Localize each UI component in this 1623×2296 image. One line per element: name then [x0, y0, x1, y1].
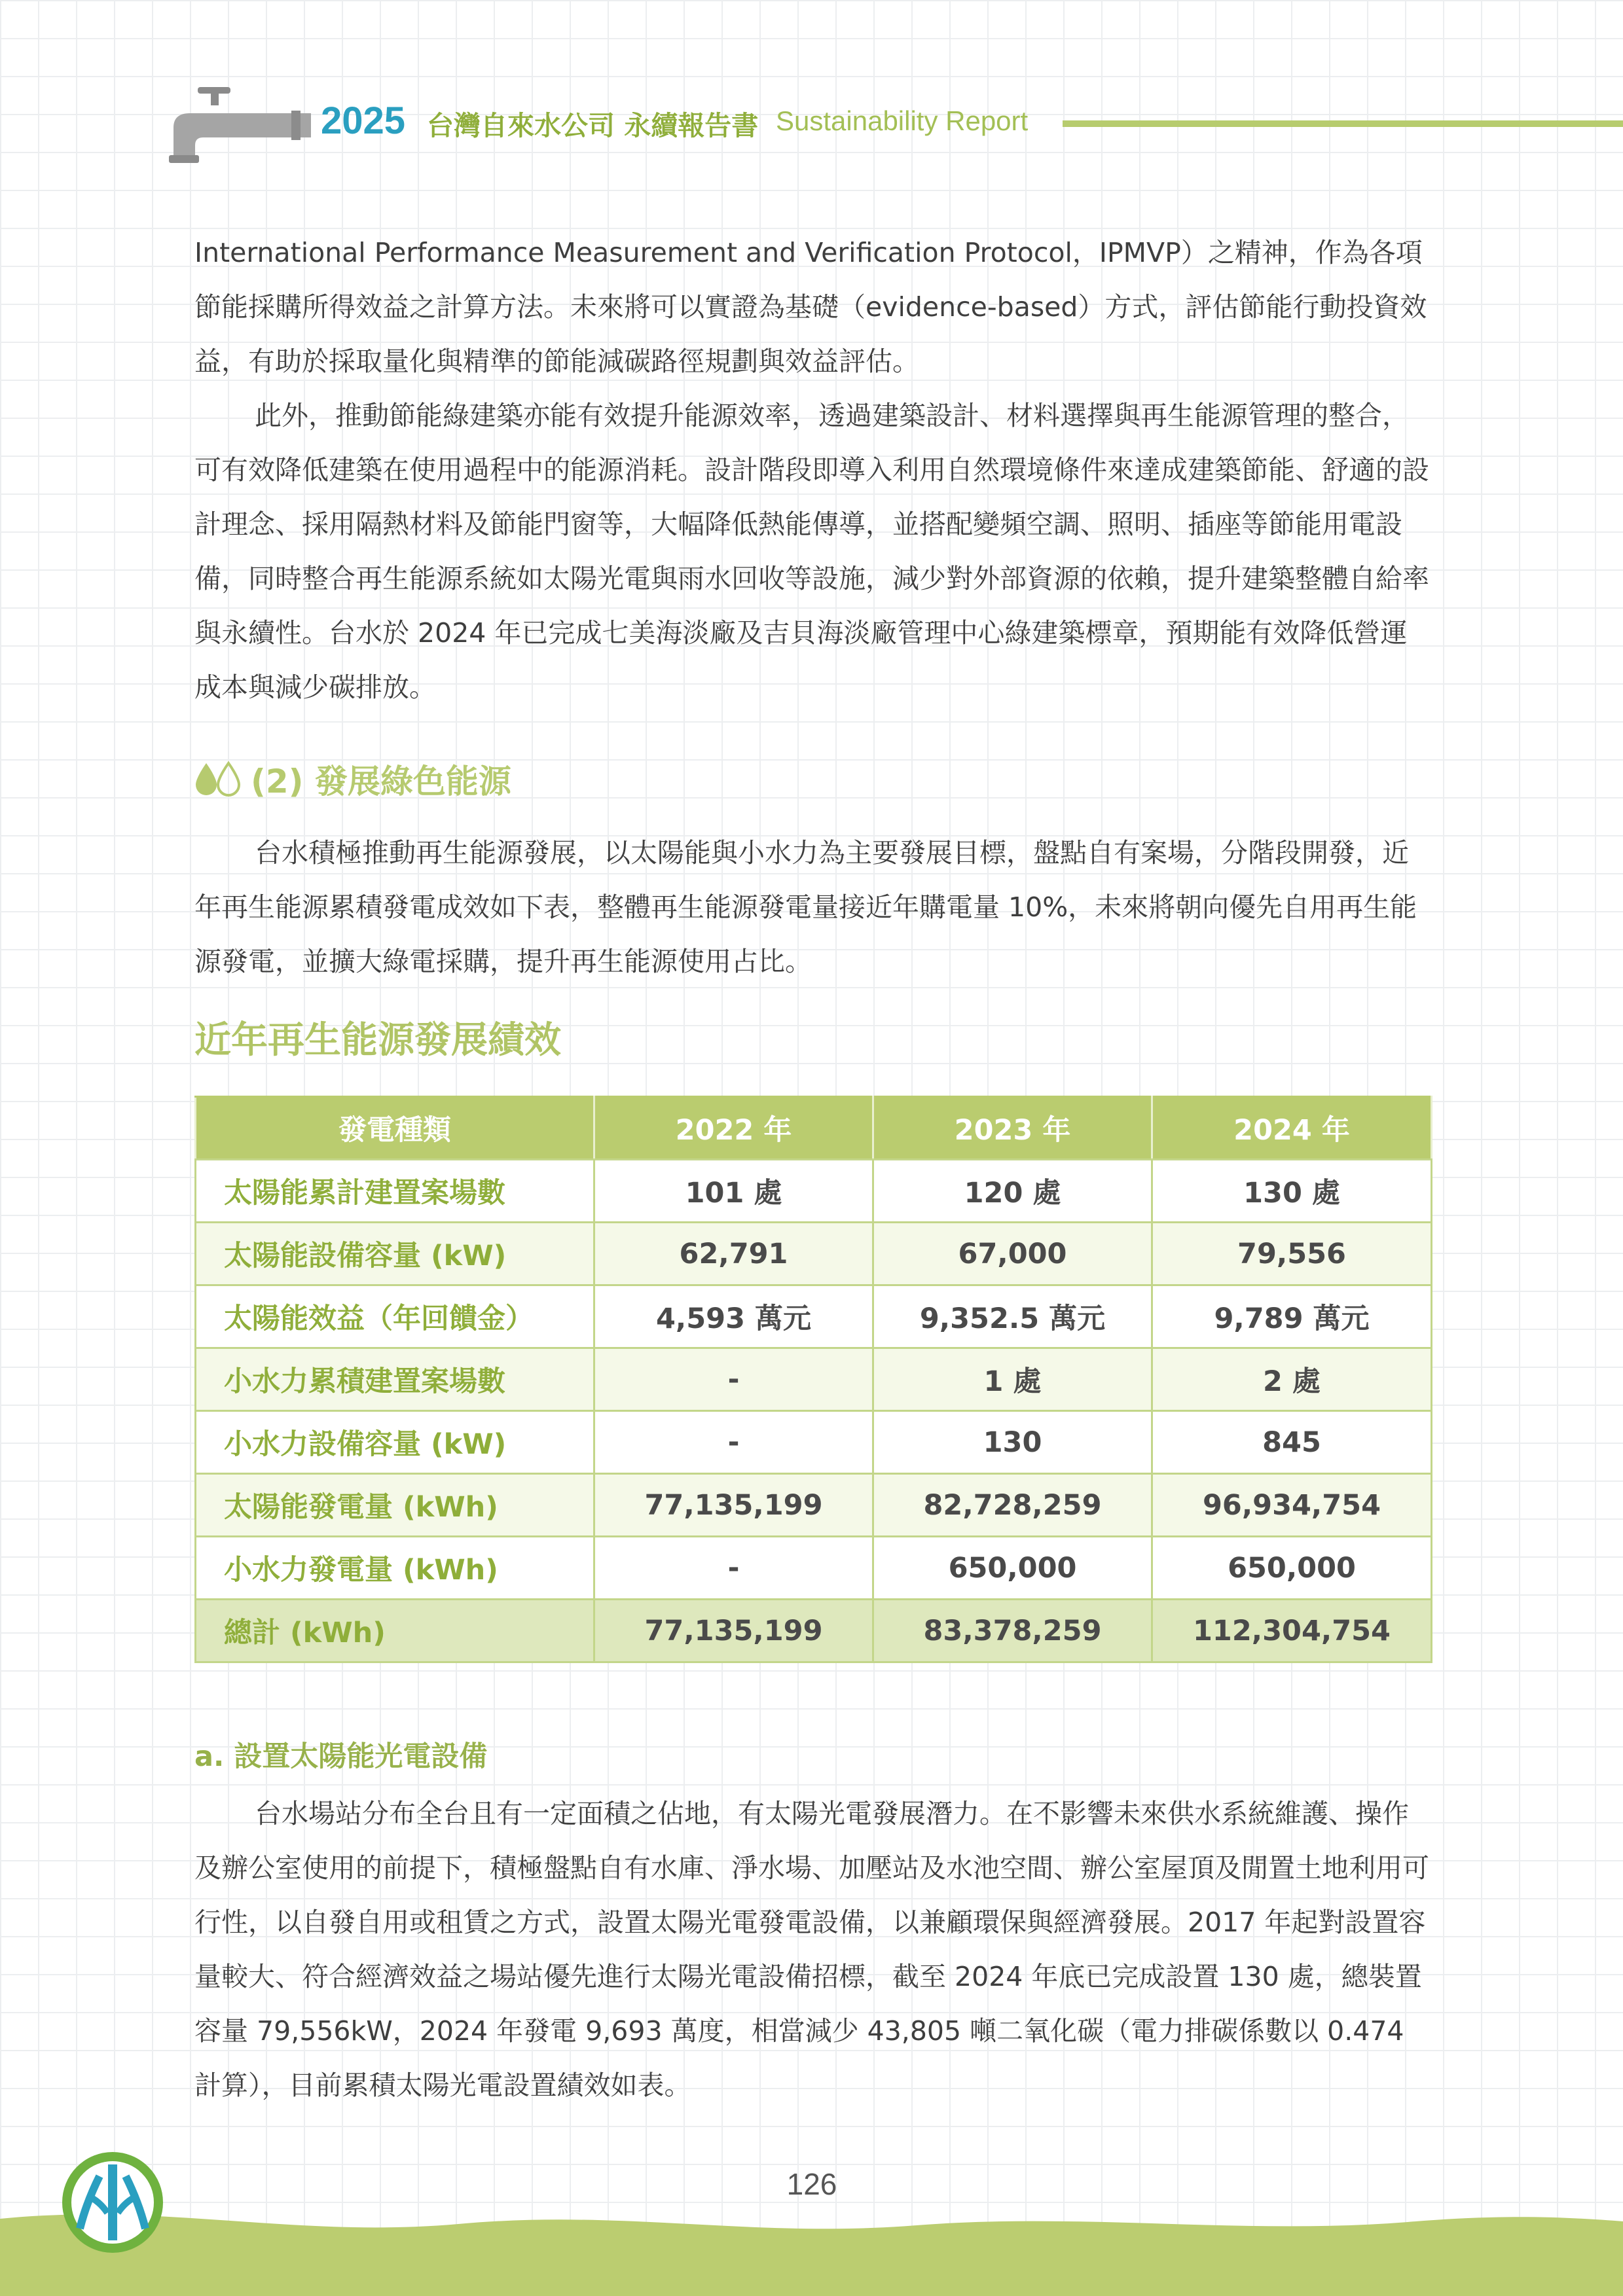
row-label: 太陽能效益（年回饋金）	[196, 1285, 594, 1348]
footer-wave	[0, 2199, 1623, 2296]
table-row	[196, 1411, 1432, 1474]
table-cell: -	[594, 1537, 873, 1600]
column-header: 2024 年	[1152, 1097, 1432, 1160]
table-row	[196, 1160, 1432, 1223]
report-year: 2025	[321, 99, 406, 142]
table-cell: 2 處	[1152, 1348, 1432, 1411]
row-label: 太陽能累計建置案場數	[196, 1160, 594, 1223]
paragraph-renewable: 台水積極推動再生能源發展，以太陽能與小水力為主要發展目標，盤點自有案場，分階段開發，近年再生能源累積發電成效如下表，整體再生能源發電量接近年購電量 10%，未來將朝向優先自用再生能源發電，並擴大綠電採購，提升再生能源使用占比。	[194, 837, 1417, 977]
page-number: 126	[786, 2167, 837, 2201]
table-header-row	[196, 1097, 1432, 1160]
table-total-row	[196, 1600, 1432, 1662]
table-cell: 112,304,754	[1152, 1600, 1432, 1662]
column-header: 發電種類	[196, 1097, 594, 1160]
table-row	[196, 1474, 1432, 1537]
header-rule	[1063, 120, 1623, 127]
subsection-title: a. 設置太陽能光電設備	[194, 1740, 488, 1773]
column-header: 2023 年	[873, 1097, 1152, 1160]
report-title-en: Sustainability Report	[776, 105, 1029, 136]
row-label: 小水力設備容量 (kW)	[196, 1411, 594, 1474]
row-label: 總計 (kWh)	[196, 1600, 594, 1662]
table-cell: 77,135,199	[594, 1474, 873, 1537]
table-cell: 62,791	[594, 1223, 873, 1285]
table-row	[196, 1348, 1432, 1411]
renewable-performance-table	[194, 1096, 1432, 1663]
table-cell: 79,556	[1152, 1223, 1432, 1285]
table-cell: 130 處	[1152, 1160, 1432, 1223]
row-label: 小水力發電量 (kWh)	[196, 1537, 594, 1600]
table-cell: 77,135,199	[594, 1600, 873, 1662]
row-label: 太陽能發電量 (kWh)	[196, 1474, 594, 1537]
table-cell: 4,593 萬元	[594, 1285, 873, 1348]
section-title: (2) 發展綠色能源	[251, 762, 511, 800]
table-cell: 101 處	[594, 1160, 873, 1223]
table-cell: 1 處	[873, 1348, 1152, 1411]
table-cell: 67,000	[873, 1223, 1152, 1285]
report-org-title: 台灣自來水公司 永續報告書	[427, 110, 759, 141]
table-cell: 130	[873, 1411, 1152, 1474]
water-drops-icon	[193, 761, 242, 797]
column-header: 2022 年	[594, 1097, 873, 1160]
table-cell: 120 處	[873, 1160, 1152, 1223]
taiwan-water-logo-icon	[60, 2150, 165, 2255]
table-title: 近年再生能源發展績效	[194, 1019, 561, 1062]
section-heading	[193, 756, 511, 802]
paragraph-green-building: 此外，推動節能綠建築亦能有效提升能源效率，透過建築設計、材料選擇與再生能源管理的整合，可有效降低建築在使用過程中的能源消耗。設計階段即導入利用自然環境條件來達成建築節能、舒適的設計理念、採用隔熱材料及節能門窗等，大幅降低熱能傳導，並搭配變頻空調、照明、插座等節能用電設備，同時整合再生能源系統如太陽光電與雨水回收等設施，減少對外部資源的依賴，提升建築整體自給率與永續性。台水於 2024 年已完成七美海淡廠及吉貝海淡廠管理中心綠建築標章，預期能有效降低營運成本與減少碳排放。	[194, 400, 1429, 703]
table-row	[196, 1223, 1432, 1285]
faucet-icon	[157, 82, 314, 167]
table-cell: 83,378,259	[873, 1600, 1152, 1662]
table-row	[196, 1285, 1432, 1348]
table-cell: 9,352.5 萬元	[873, 1285, 1152, 1348]
table-cell: -	[594, 1411, 873, 1474]
table-cell: 650,000	[873, 1537, 1152, 1600]
table-cell: 845	[1152, 1411, 1432, 1474]
row-label: 太陽能設備容量 (kW)	[196, 1223, 594, 1285]
paragraph-solar: 台水場站分布全台且有一定面積之佔地，有太陽光電發展潛力。在不影響未來供水系統維護、操作及辦公室使用的前提下，積極盤點自有水庫、淨水場、加壓站及水池空間、辦公室屋頂及閒置土地利用可行性，以自發自用或租賃之方式，設置太陽光電發電設備，以兼顧環保與經濟發展。2017 年起對設置容量較大、符合經濟效益之場站優先進行太陽光電設備招標，截至 2024 年底已完成設置 130 處，總裝置容量 79,556kW，2024 年發電 9,693 萬度，相當減少 43,805 噸二氧化碳（電力排碳係數以 0.474 計算），目前累積太陽光電設置績效如表。	[194, 1798, 1429, 2101]
page-header	[157, 82, 1623, 167]
row-label: 小水力累積建置案場數	[196, 1348, 594, 1411]
table-row	[196, 1537, 1432, 1600]
table-cell: 82,728,259	[873, 1474, 1152, 1537]
table-cell: 9,789 萬元	[1152, 1285, 1432, 1348]
paragraph-ipmvp: International Performance Measurement and Verification Protocol，IPMVP）之精神，作為各項節能採購所得效益之計算方法。未來將可以實證為基礎（evidence-based）方式，評估節能行動投資效益，有助於採取量化與精準的節能減碳路徑規劃與效益評估。	[194, 237, 1427, 377]
table-cell: 650,000	[1152, 1537, 1432, 1600]
table-cell: 96,934,754	[1152, 1474, 1432, 1537]
table-cell: -	[594, 1348, 873, 1411]
